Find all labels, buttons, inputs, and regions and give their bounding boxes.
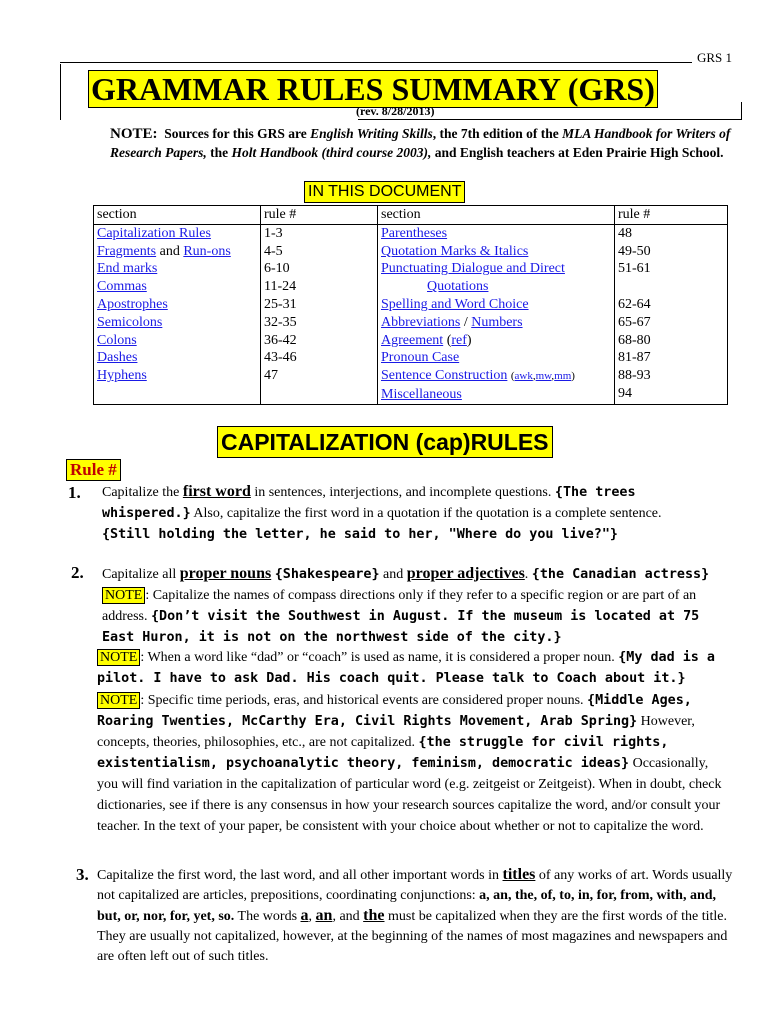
toc-link-quotations[interactable]: Quotations	[427, 279, 489, 295]
rule-text: .	[524, 567, 532, 582]
page-title: GRAMMAR RULES SUMMARY (GRS)	[88, 70, 658, 108]
note-label: NOTE:	[110, 126, 158, 142]
section-heading-capitalization: CAPITALIZATION (cap)RULES	[217, 426, 553, 458]
toc-rule-range: 47	[264, 368, 278, 384]
toc-body-row	[94, 224, 728, 404]
toc-rule-range: 36-42	[264, 332, 297, 348]
toc-left-rules	[261, 224, 378, 404]
toc-rule-range: 1-3	[264, 225, 283, 241]
rule-example: {Shakespeare}	[274, 567, 380, 582]
toc-rule-range: 48	[618, 225, 632, 241]
rule-example: {Still holding the letter, he said to her, "Where do you live?"}	[102, 527, 618, 542]
rule-2-text	[102, 563, 730, 648]
toc-link-capitalization[interactable]: Capitalization Rules	[97, 225, 211, 241]
toc-link-dashes[interactable]: Dashes	[97, 350, 138, 366]
toc-right-sections: Parentheses Quotation Marks & Italics Punctuating Dialogue and Direct Quotations Spelling and Word Choice Abbreviations / Numbers Agreement (ref) Pronoun Case Sentence Construction (awk,mw,mm) Miscellaneous	[378, 224, 615, 404]
rule-key-term: proper nouns	[179, 565, 272, 582]
toc-link-awk[interactable]: awk	[514, 370, 533, 383]
toc-rule-range: 4-5	[264, 243, 283, 259]
toc-link-ref[interactable]: ref	[451, 332, 467, 348]
toc-rule-range: 51-61	[618, 261, 651, 277]
note-book-title: Holt Handbook (third course 2003),	[231, 144, 432, 160]
toc-link-mw[interactable]: mw	[535, 370, 552, 383]
toc-rule-range: 25-31	[264, 296, 297, 312]
revision-date: (rev. 8/28/2013)	[356, 104, 435, 118]
toc-joiner: /	[460, 314, 472, 330]
rule-key-term: the	[363, 907, 385, 924]
toc-header-row	[94, 206, 728, 225]
rule-text: Capitalize the first word, the last word, and all other important words in	[97, 868, 503, 883]
rule-1-text	[102, 481, 722, 545]
note-tag: NOTE	[97, 692, 140, 709]
rule-text: The words	[234, 909, 301, 924]
header-rule	[60, 62, 692, 63]
rule-text: must be capitalized when they are the first words of the title. They are usually not capitalized, however, at the beginning of the names of most magazines and newspapers and are often left out of such titles.	[97, 909, 728, 964]
toc-link-miscellaneous[interactable]: Miscellaneous	[381, 386, 462, 402]
rule-text: ,	[308, 909, 316, 924]
rule-key-term: an	[315, 907, 333, 924]
toc-col-header: section	[378, 206, 615, 225]
toc-rule-range: 43-46	[264, 350, 297, 366]
toc-rule-range: 62-64	[618, 296, 651, 312]
toc-link-apostrophes[interactable]: Apostrophes	[97, 296, 168, 312]
toc-col-header: rule #	[261, 206, 378, 225]
toc-rule-range: 81-87	[618, 350, 651, 366]
rule-text: , and	[332, 909, 364, 924]
toc-col-header: rule #	[615, 206, 728, 225]
toc-rule-range: 88-93	[618, 368, 651, 384]
rule-example: {the Canadian actress}	[531, 567, 710, 582]
toc-link-hyphens[interactable]: Hyphens	[97, 368, 147, 384]
toc-table	[93, 205, 728, 405]
toc-rule-range: 11-24	[264, 279, 297, 295]
toc-rule-range: 49-50	[618, 243, 651, 259]
toc-link-pronoun-case[interactable]: Pronoun Case	[381, 350, 460, 366]
toc-link-parentheses[interactable]: Parentheses	[381, 225, 448, 241]
sources-note	[110, 125, 740, 161]
rule-3-text	[97, 865, 737, 967]
toc-link-fragments[interactable]: Fragments	[97, 243, 157, 259]
rule-3-number: 3.	[76, 865, 89, 884]
rule-2-number: 2.	[71, 563, 84, 582]
rule-example: {the struggle for civil rights, existentialism, psychoanalytic theory, feminism, democratic ideas}	[97, 735, 669, 771]
toc-link-run-ons[interactable]: Run-ons	[183, 243, 231, 259]
rule-text: of any works of art. Words usually not capitalized are articles, prepositions, coordinating conjunctions:	[97, 868, 733, 903]
rule-example: {My dad is a pilot. I have to ask Dad. His coach quit. Please talk to Coach about it.}	[97, 650, 715, 686]
note-book-title: MLA Handbook for Writers of Research Papers,	[110, 126, 731, 160]
toc-link-numbers[interactable]: Numbers	[471, 314, 523, 330]
rule-1-number: 1.	[68, 483, 81, 502]
note-text: Sources for this GRS are	[164, 126, 311, 141]
rule-key-term: titles	[502, 866, 536, 883]
note-text: and English teachers at Eden Prairie High School.	[431, 144, 724, 160]
toc-right-rules	[615, 224, 728, 404]
page-label: GRS 1	[697, 50, 733, 65]
toc-left-sections	[94, 224, 261, 404]
toc-link-end-marks[interactable]: End marks	[97, 261, 158, 277]
toc-col-header: section	[94, 206, 261, 225]
toc-joiner: and	[156, 243, 184, 259]
toc-rule-range: 68-80	[618, 332, 651, 348]
toc-heading: IN THIS DOCUMENT	[304, 181, 465, 203]
toc-link-semicolons[interactable]: Semicolons	[97, 314, 163, 330]
note-text: , the 7th edition of the	[432, 126, 563, 141]
toc-rule-range: 65-67	[618, 314, 651, 330]
rule-2-note-eras	[97, 690, 732, 837]
rule-text: Occasionally, you will find variation in the capitalization of particular word (e.g. zeitgeist or Zeitgeist). When in doubt, check dictionaries, see if there is any consensus in how your research sources capitalize the word, and/or consult your teacher. In the text of your paper, be consistent with your choice about whether or not to capitalize the word.	[97, 756, 722, 834]
toc-link-mm[interactable]: mm	[554, 370, 572, 383]
toc-link-sentence-construction[interactable]: Sentence Construction	[381, 368, 508, 384]
rule-text: : Capitalize the names of compass directions only if they refer to a specific region or are part of an address.	[102, 588, 697, 624]
rule-word-list: a, an, the, of, to, in, for, from, with, and, but, or, nor, for, yet, so.	[97, 888, 717, 924]
toc-link-quotation-marks[interactable]: Quotation Marks & Italics	[381, 243, 529, 259]
rule-example: {Don’t visit the Southwest in August. If the museum is located at 75 East Huron, it is not on the northwest side of the city.}	[102, 609, 700, 645]
note-tag: NOTE	[102, 587, 145, 604]
toc-link-commas[interactable]: Commas	[97, 279, 147, 295]
rule-text: : Specific time periods, eras, and historical events are considered proper nouns.	[140, 693, 588, 708]
rule-text: Capitalize all	[102, 567, 180, 582]
rule-2-note-names	[97, 647, 732, 689]
note-book-title: English Writing Skills	[310, 126, 433, 141]
note-text: the	[206, 144, 232, 160]
rule-text: Capitalize the	[102, 485, 183, 500]
toc-link-dialogue[interactable]: Punctuating Dialogue and Direct	[381, 261, 565, 277]
rule-example: {The trees whispered.}	[102, 485, 636, 521]
rule-key-term: first word	[182, 483, 251, 500]
note-tag: NOTE	[97, 649, 140, 666]
rule-number-label: Rule #	[66, 459, 121, 481]
toc-link-spelling[interactable]: Spelling and Word Choice	[381, 296, 529, 312]
toc-rule-range: 32-35	[264, 314, 297, 330]
toc-link-abbreviations[interactable]: Abbreviations	[381, 314, 461, 330]
toc-rule-range: 6-10	[264, 261, 290, 277]
toc-link-colons[interactable]: Colons	[97, 332, 137, 348]
rule-text: in sentences, interjections, and incomplete questions.	[250, 485, 555, 500]
toc-rule-range: 94	[618, 385, 632, 401]
rule-text: However, concepts, theories, philosophies, etc., are not capitalized.	[97, 714, 695, 750]
rule-text: Also, capitalize the first word in a quotation if the quotation is a complete sentence.	[190, 506, 662, 521]
rule-text: and	[379, 567, 407, 582]
rule-text: : When a word like “dad” or “coach” is used as name, it is considered a proper noun.	[140, 650, 619, 665]
rule-key-term: proper adjectives	[406, 565, 525, 582]
rule-example: {Middle Ages, Roaring Twenties, McCarthy Era, Civil Rights Movement, Arab Spring}	[97, 693, 692, 729]
toc-link-agreement[interactable]: Agreement	[381, 332, 444, 348]
rule-key-term: a	[300, 907, 309, 924]
